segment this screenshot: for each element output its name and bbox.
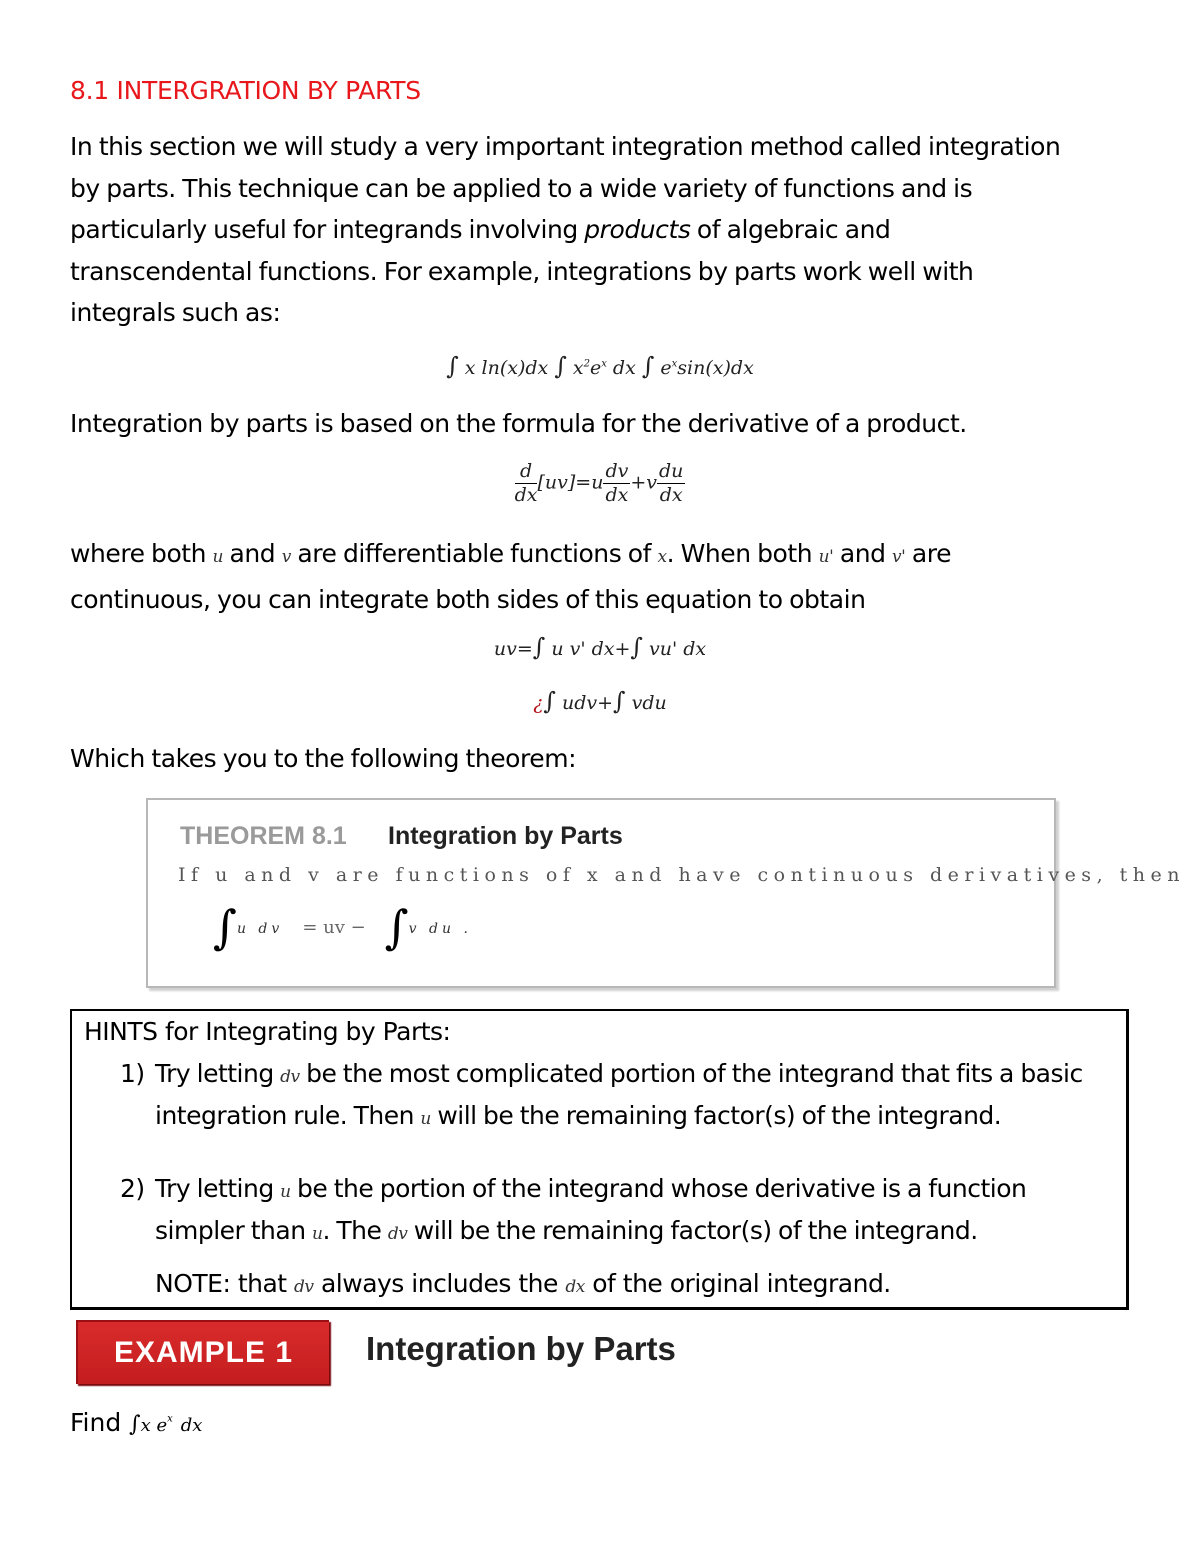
intro-paragraph (70, 126, 1140, 334)
intro-line: particularly useful for integrands involving products of algebraic and (70, 215, 891, 244)
hint-item-2: 2) Try letting u be the portion of the integrand whose derivative is a function simpler than u. The dv will be the remaining factor(s) of the integrand. (120, 1174, 1027, 1245)
example-title: Integration by Parts (366, 1330, 676, 1367)
derivative-formula: $\frac{d}{dx}$ [uv]=u $\frac{dv}{dx}$ +v $\frac{du}{dx}$ (514, 460, 684, 506)
emphasis-products: products (584, 215, 691, 244)
product-sentence: Integration by parts is based on the formula for the derivative of a product. (70, 409, 967, 438)
integrated-formula-line2: ¿∫ udv+∫ vdu (533, 687, 667, 715)
theorem-statement: If u and v are functions of x and have continuous derivatives, then (178, 864, 1185, 886)
where-paragraph (70, 533, 1140, 620)
theorem-title: Integration by Parts (388, 822, 623, 850)
hint-item-1: 1) Try letting dv be the most complicated portion of the integrand that fits a basic integration rule. Then u will be the remaining factor(s) of the integrand. (120, 1059, 1083, 1130)
example-prompt: Find ∫x $e^x$ dx (70, 1408, 203, 1437)
hints-box (70, 1009, 1129, 1310)
example-integrals-formula: ∫ x ln(x)dx ∫ $x^2e^x$ dx ∫ $e^x\sin(x)dx$ (446, 352, 754, 380)
example-badge: EXAMPLE 1 (76, 1320, 329, 1384)
theorem-label: THEOREM 8.1 (180, 822, 347, 850)
where-line: continuous, you can integrate both sides of this equation to obtain (70, 584, 866, 614)
hints-title: HINTS for Integrating by Parts: (84, 1017, 451, 1046)
intro-line: integrals such as: (70, 298, 281, 327)
intro-line: by parts. This technique can be applied to a wide variety of functions and is (70, 173, 973, 203)
intro-line: transcendental functions. For example, integrations by parts work well with (70, 256, 974, 286)
intro-line: In this section we will study a very important integration method called integration (70, 132, 1061, 161)
theorem-formula: ∫u dv = uv − ∫v du . (213, 900, 472, 954)
theorem-intro: Which takes you to the following theorem: (70, 744, 577, 773)
integrated-formula-line1: uv=∫ u v' dx+∫ vu' dx (493, 633, 707, 661)
hints-note: NOTE: that dv always includes the dx of the original integrand. (155, 1269, 891, 1298)
theorem-box (146, 798, 1185, 988)
where-line: where both u and v are differentiable functions of x. When both u' and v' are (70, 539, 951, 568)
section-heading: 8.1 INTERGRATION BY PARTS (70, 76, 421, 105)
